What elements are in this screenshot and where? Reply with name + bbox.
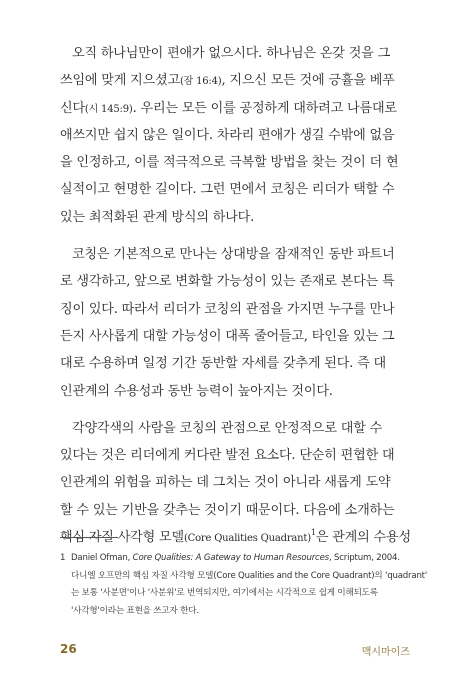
scripture-reference: (잠 16:4) — [179, 76, 222, 88]
text-line: 각양각색의 사람을 코칭의 관점으로 안정적으로 대할 수 — [72, 420, 383, 436]
text-line: 로 생각하고, 앞으로 변화할 가능성이 있는 존재로 본다는 특 — [60, 274, 395, 290]
paragraph-2 — [60, 241, 395, 405]
model-name-english: (Core Qualities Quadrant) — [183, 533, 311, 545]
text-line: 오직 하나님만이 편애가 없으시다. 하나님은 온갖 것을 그 — [72, 46, 391, 61]
text-line: 신다(시 145:9). 우리는 모든 이를 공정하게 대하려고 나름대로 — [60, 100, 397, 116]
text-line: 실적이고 현명한 길이다. 그런 면에서 코칭은 리더가 택할 수 — [60, 182, 395, 198]
text-line: 있는 최적화된 관계 방식의 하나다. — [60, 209, 255, 225]
footnote-line: 다니엘 오프만의 핵심 자질 사각형 모델(Core Qualities and the Core Quadrant)의 'quadrant' — [71, 570, 428, 581]
text-line: 인관계의 위험을 피하는 데 그치는 것이 아니라 새롭게 도약 — [60, 475, 391, 491]
text-line: 핵심 자질 사각형 모델(Core Qualities Quadrant)$^1$은 관계의 수용성 — [60, 528, 411, 546]
text-line: 애쓰지만 쉽지 않은 일이다. 차라리 편애가 생길 수밖에 없음 — [60, 127, 395, 143]
text-line: 쓰임에 맞게 지으셨고(잠 16:4), 지으신 모든 것에 긍휼을 베푸 — [60, 73, 395, 89]
text-line: 인관계의 수용성과 동반 능력이 높아지는 것이다. — [60, 383, 333, 399]
paragraph-1 — [60, 40, 399, 231]
text-line: 대로 수용하며 일정 기간 동반할 자세를 갖추게 된다. 즉 대 — [60, 356, 386, 372]
text-line: 있다는 것은 리더에게 커다란 발전 요소다. 단순히 편협한 대 — [60, 448, 395, 464]
footnote-divider — [60, 537, 118, 538]
paragraph-3 — [60, 415, 411, 551]
page-number: 26 — [60, 642, 77, 656]
text-line: 을 인정하고, 이를 적극적으로 극복할 방법을 찾는 것이 더 현 — [60, 155, 399, 171]
footnote-citation: Daniel Ofman, Core Qualities: A Gateway to Human Resources, Scriptum, 2004. — [71, 553, 400, 563]
footnote-line: 는 보통 '사분면'이나 '사분위'로 번역되지만, 여기에서는 시각적으로 쉽게 이해되도록 — [71, 588, 378, 598]
footnote — [60, 550, 428, 620]
footnote-line: '사각형'이라는 표현을 쓰고자 한다. — [71, 605, 199, 616]
text-line: 코칭은 기본적으로 만나는 상대방을 잠재적인 동반 파트너 — [72, 247, 395, 263]
footnote-number: 1 — [60, 553, 66, 563]
text-line: 징이 있다. 따라서 리더가 코칭의 관점을 가지면 누구를 만나 — [60, 301, 395, 317]
footnote-marker: 1 — [310, 528, 316, 538]
text-line: 할 수 있는 기반을 갖추는 것이기 때문이다. 다음에 소개하는 — [60, 502, 395, 518]
running-title: 맥시마이즈 — [361, 647, 410, 658]
scripture-reference: (시 145:9) — [84, 103, 133, 115]
book-title: Core Qualities: A Gateway to Human Resources — [132, 553, 329, 563]
text-line: 든지 사사롭게 대할 가능성이 대폭 줄어들고, 타인을 있는 그 — [60, 328, 395, 344]
body-text — [60, 40, 411, 561]
